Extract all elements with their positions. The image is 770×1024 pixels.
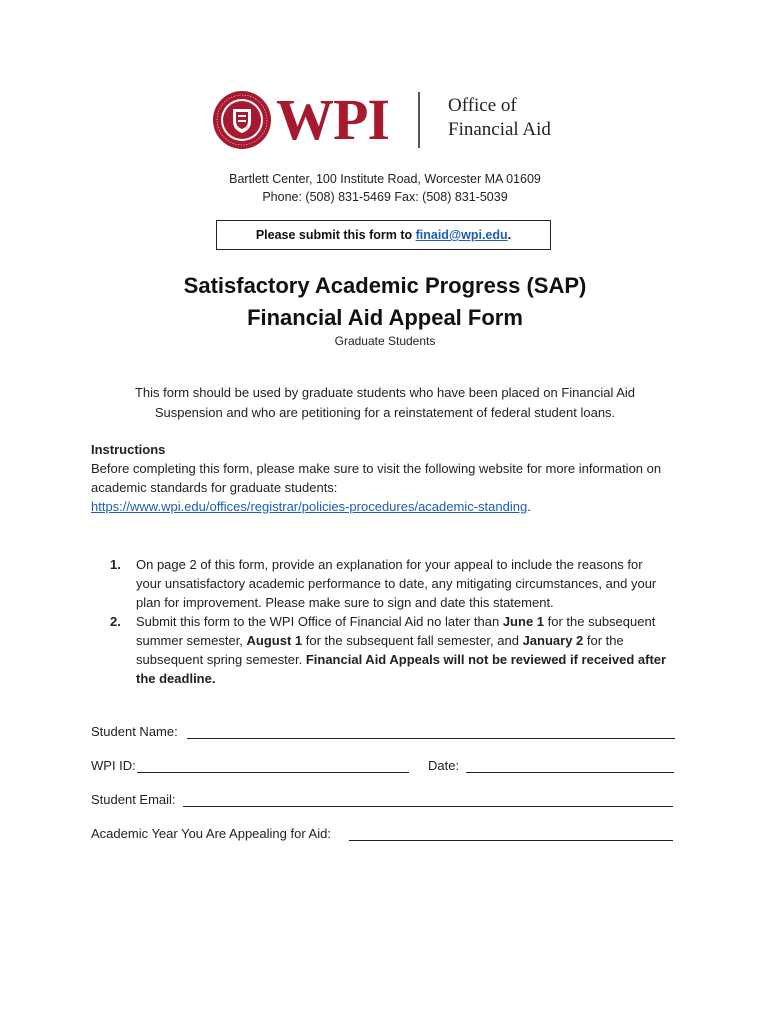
student-name-field — [91, 724, 676, 744]
header-logo — [212, 87, 572, 156]
title-line-2: Financial Aid Appeal Form — [247, 305, 523, 330]
submit-prefix: Please submit this form to — [255, 228, 416, 242]
student-email-label: Student Email: — [91, 792, 176, 807]
step-number: 1. — [110, 557, 121, 572]
step-2-part-1: Submit this form to the WPI Office of Financial Aid no later than — [136, 614, 503, 629]
step-2 — [110, 612, 670, 688]
academic-year-field — [91, 826, 676, 846]
wpi-id-label: WPI ID: — [91, 758, 136, 773]
wpi-seal-icon — [212, 90, 272, 150]
link-suffix: . — [527, 499, 531, 514]
address-line: Bartlett Center, 100 Institute Road, Worcester MA 01609 — [229, 172, 541, 186]
finaid-email-link[interactable]: finaid@wpi.edu — [415, 228, 508, 242]
wpi-id-date-row — [91, 758, 676, 778]
step-1 — [110, 555, 670, 612]
wpi-wordmark: WPI — [276, 87, 389, 152]
deadline-june: June 1 — [502, 614, 545, 629]
step-2-part-4: for the subsequent spring semester. — [136, 633, 624, 667]
date-input-line[interactable] — [466, 772, 674, 773]
instructions-section — [91, 440, 691, 516]
page-subtitle: Graduate Students — [334, 334, 436, 348]
step-2-part-2: for the subsequent summer semester, — [136, 614, 656, 648]
instructions-text — [91, 459, 691, 516]
step-number: 2. — [110, 614, 121, 629]
student-name-label: Student Name: — [91, 724, 178, 739]
date-label: Date: — [428, 758, 460, 773]
step-text — [136, 612, 670, 688]
intro-paragraph: This form should be used by graduate students who have been placed on Financial Aid Suspension and who are petitioning for a reinstatement of federal student loans. — [134, 385, 636, 420]
submit-suffix: . — [507, 228, 512, 242]
office-line-1: Office of — [448, 95, 517, 116]
logo-divider — [418, 92, 420, 148]
instructions-body: Before completing this form, please make sure to visit the following website for more information on academic standards for graduate students: — [91, 461, 662, 495]
student-email-field — [91, 792, 676, 812]
deadline-warning: Financial Aid Appeals will not be reviewed if received after the deadline. — [136, 652, 667, 686]
title-line-1: Satisfactory Academic Progress (SAP) — [183, 273, 587, 298]
academic-standing-link[interactable]: https://www.wpi.edu/offices/registrar/policies-procedures/academic-standing — [91, 499, 528, 514]
deadline-august: August 1 — [246, 633, 303, 648]
academic-year-label: Academic Year You Are Appealing for Aid: — [91, 826, 331, 841]
page-title — [0, 270, 770, 334]
phone-fax-line: Phone: (508) 831-5469 Fax: (508) 831-5039 — [262, 190, 508, 204]
office-address — [0, 170, 770, 206]
office-line-2: Financial Aid — [448, 119, 551, 140]
student-name-input-line[interactable] — [187, 738, 675, 739]
student-email-input-line[interactable] — [183, 806, 673, 807]
office-name — [448, 94, 551, 142]
submit-instructions-box — [216, 220, 551, 250]
step-2-part-3: for the subsequent fall semester, and — [302, 633, 523, 648]
instruction-steps — [110, 555, 670, 688]
step-text: On page 2 of this form, provide an explanation for your appeal to include the reasons for your unsatisfactory academic performance to date, any mitigating circumstances, and your plan for improvement. Please make sure to sign and date this statement. — [136, 557, 657, 610]
academic-year-input-line[interactable] — [349, 840, 673, 841]
wpi-id-input-line[interactable] — [137, 772, 409, 773]
deadline-january: January 2 — [522, 633, 584, 648]
instructions-heading: Instructions — [91, 442, 166, 457]
